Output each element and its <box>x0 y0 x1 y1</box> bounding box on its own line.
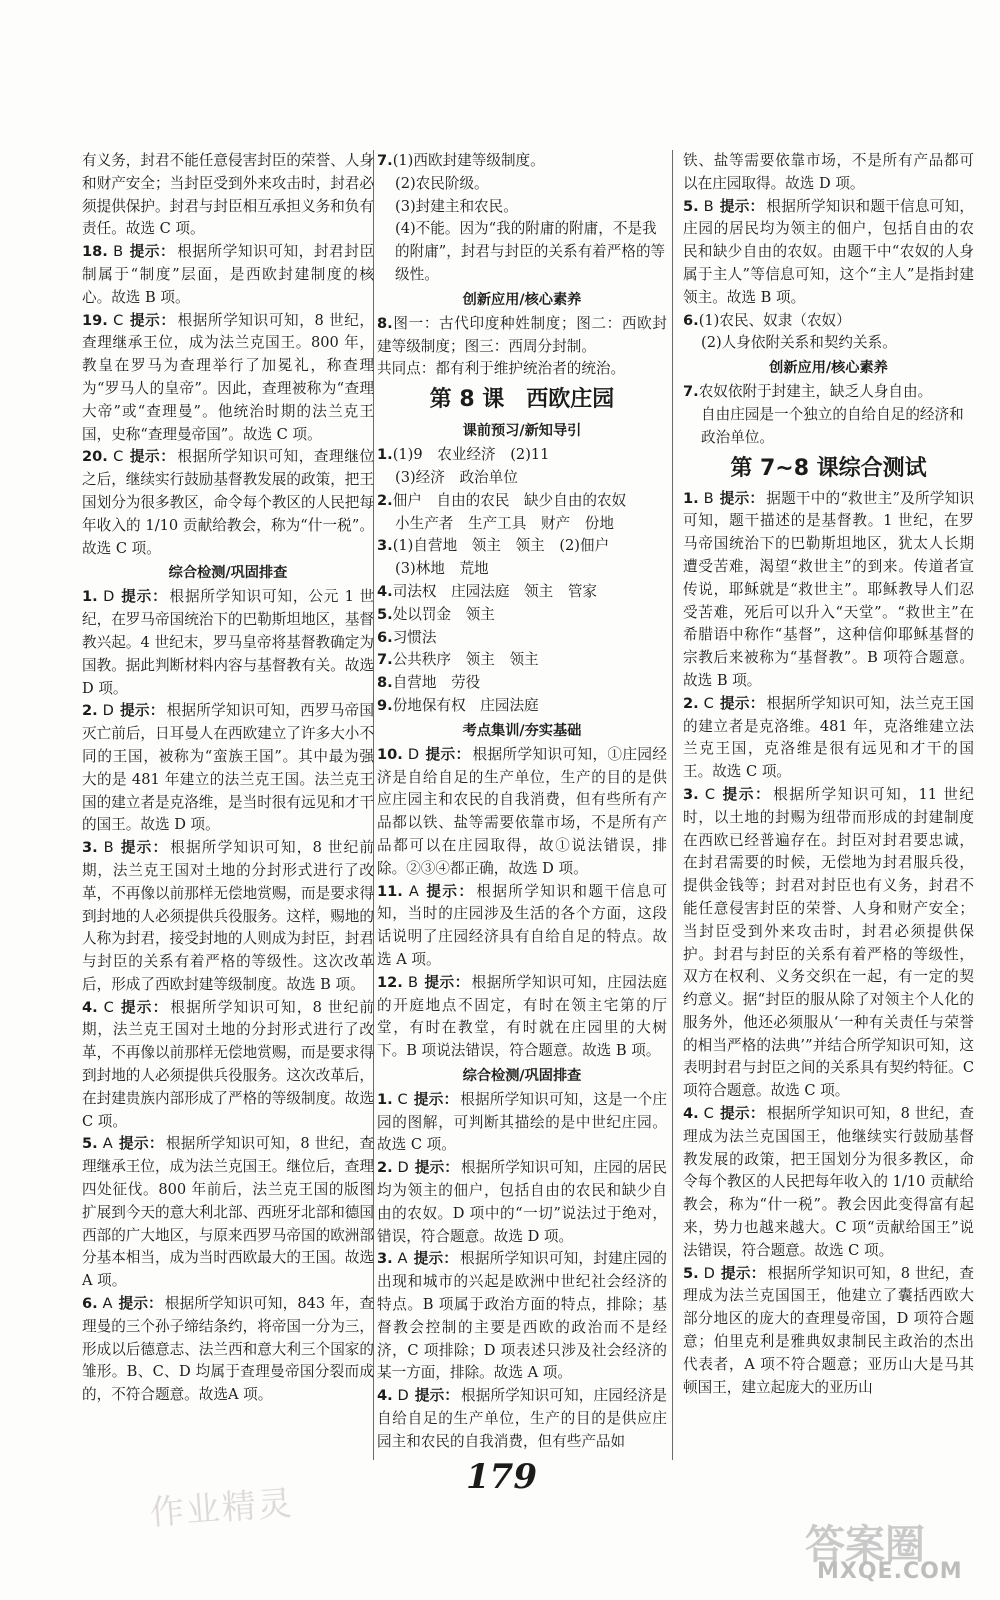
left-column <box>82 150 374 1407</box>
answer-text: 根据所学知识可知，8 世纪前期，法兰克王国对土地的分封形式进行了改革，不再像以前那样无偿地赏赐，而是要求得到封地的人必须提供兵役服务。这次改革后，在封建贵族内部形成了严格的等级制度。故选 C 项。 <box>82 998 374 1130</box>
question-number: 5. <box>683 197 699 215</box>
answer-item <box>683 693 974 784</box>
answer-line: 自由庄园是一个独立的自给自足的经济和政治单位。 <box>701 405 964 446</box>
answer-item <box>377 972 667 1063</box>
section-heading: 创新应用/核心素养 <box>769 360 888 377</box>
answer-choice: D <box>407 745 420 763</box>
answer-item <box>377 313 667 359</box>
watermark-url: MXQE.COM <box>817 1559 963 1584</box>
answer-item <box>683 1103 974 1263</box>
question-number: 2. <box>683 694 699 712</box>
answer-choice: D <box>397 1159 409 1177</box>
answer-item <box>683 488 974 693</box>
answer-text: 处以罚金 领主 <box>392 605 495 623</box>
question-number: 3. <box>82 839 98 857</box>
answer-text: 根据所学知识可知，庄园的居民均为领主的佃户，包括自由的农民和缺少自由的农奴。D 项中的“一切”说法过于绝对，错误，符合题意。故选 D 项。 <box>377 1159 667 1245</box>
hint-label: 提示： <box>721 785 772 803</box>
answer-choice: B <box>703 489 714 507</box>
right-column <box>683 150 974 1399</box>
hint-label: 提示： <box>719 197 765 215</box>
question-number: 4. <box>377 1387 393 1405</box>
question-number: 12. <box>377 973 403 991</box>
question-number: 1. <box>82 588 98 606</box>
question-number: 1. <box>377 446 393 464</box>
hint-label: 提示： <box>424 882 475 900</box>
answer-choice: B <box>113 243 124 261</box>
hint-label: 提示： <box>719 1105 765 1123</box>
answer-item <box>82 700 374 837</box>
hint-label: 提示： <box>423 973 470 991</box>
question-number: 9. <box>377 696 393 714</box>
question-number: 3. <box>377 1250 393 1268</box>
answer-item <box>377 604 667 627</box>
answer-text: 份地保有权 庄园法庭 <box>392 696 539 714</box>
answer-text: 根据所学知识可知，这是一个庄园的图解，可判断其描绘的是中世纪庄园。故选 C 项。 <box>377 1090 667 1154</box>
answer-item <box>377 672 667 695</box>
answer-choice: C <box>704 785 716 803</box>
answer-choice: C <box>703 1105 714 1123</box>
answer-text: 习惯法 <box>392 628 437 646</box>
answer-item <box>377 581 667 604</box>
hint-label: 提示： <box>414 1159 460 1177</box>
answer-text: 根据所学知识和题干信息可知，当时的庄园涉及生活的各个方面，这段话说明了庄园经济具有自给自足的特点。故选 A 项。 <box>377 882 667 968</box>
middle-column <box>377 150 667 1454</box>
answer-item <box>82 837 374 997</box>
answer-item <box>683 381 974 404</box>
answer-item <box>683 784 974 1103</box>
answer-item <box>377 1248 667 1385</box>
hint-label: 提示： <box>413 1090 459 1108</box>
answer-item <box>377 881 667 972</box>
answer-item <box>683 310 974 333</box>
answer-text: 佃户 自由的农民 缺少自由的农奴 <box>392 491 627 509</box>
section-heading: 综合检测/巩固排查 <box>462 1067 582 1084</box>
answer-line: (3)经济 政治单位 <box>395 468 518 486</box>
hint-label: 提示： <box>120 588 168 606</box>
lesson-title: 第 8 课 西欧庄园 <box>429 387 615 413</box>
question-number: 20. <box>82 448 108 466</box>
question-number: 6. <box>377 628 393 646</box>
answer-text: 据题干中的“救世主”及所学知识可知，题干描述的是基督教。1 世纪，在罗马帝国统治下的巴勒斯坦地区，犹太人长期遭受苦难，渴望“救世主”的到来。传道者宣传说，耶稣就是“救世主”。耶稣教导人们忍受苦难，死后可以升入“天堂”。“救世主”在希腊语中称作“基督”，这种信仰耶稣基督的宗教后来被称为“基督教”。B 项符合题意。故选 B 项。 <box>683 489 974 689</box>
answer-choice: C <box>397 1090 408 1108</box>
answer-item <box>683 196 974 310</box>
answer-text: 根据所学知识可知，法兰克王国的建立者是克洛维。481 年，克洛维建立法兰克王国，克洛维是很有远见和才干的国王。故选 C 项。 <box>683 694 974 781</box>
question-number: 2. <box>377 491 393 509</box>
lesson-title: 第 7~8 课综合测试 <box>730 455 927 481</box>
answer-item <box>377 1385 667 1453</box>
answer-line: (3)林地 荒地 <box>395 560 489 578</box>
answer-text: 公共秩序 领主 领主 <box>392 651 539 669</box>
answer-choice: D <box>397 1387 409 1405</box>
answer-line: (4)不能。因为“我的附庸的附庸，不是我的附庸”，封君与封臣的关系有着严格的等级性。 <box>395 220 666 283</box>
answer-text: 根据所学知识可知，西罗马帝国灭亡前后，日耳曼人在西欧建立了许多大小不同的王国，被称为“蛮族王国”。其中最为强大的是 481 年建立的法兰克王国。法兰克王国的建立者是克洛维，是当时很有远见和才干的国王。故选 D 项。 <box>82 702 374 834</box>
answer-text: 根据所学知识可知，8 世纪，查理继承王位，成为法兰克国王。800 年，教皇在罗马为查理举行了加冕礼，称查理为“罗马人的皇帝”。因此，查理被称为“查理大帝”或“查理曼”。他统治时期的法兰克王国，史称“查理曼帝国”。故选 C 项。 <box>82 311 374 443</box>
page-number: 179 <box>466 1457 537 1497</box>
answer-item <box>683 1263 974 1400</box>
answer-item <box>377 150 667 173</box>
answer-choice: C <box>703 694 714 712</box>
answer-text: 根据所学知识可知，公元 1 世纪，在罗马帝国统治下的巴勒斯坦地区，基督教兴起。4 世纪末，罗马皇帝将基督教确定为国教。据此判断材料内容与基督教有关。故选 D 项。 <box>82 588 374 697</box>
question-number: 4. <box>683 1105 699 1123</box>
answer-choice: A <box>397 1250 408 1268</box>
answer-item <box>377 490 667 513</box>
question-number: 6. <box>82 1295 98 1313</box>
answer-item <box>377 695 667 718</box>
answer-choice: C <box>113 311 124 329</box>
answer-text: 根据所学知识可知，8 世纪，查理继承王位，成为法兰克国王。继位后，查理四处征伐。800 年前后，法兰克王国的版图扩展到今天的意大利北部、西班牙北部和德国西部的广大地区，与原来西罗马帝国的欧洲部分基本相当，成为当时西欧最大的王国。故选 A 项。 <box>82 1135 374 1290</box>
answer-text: 根据所学知识可知，庄园经济是自给自足的生产单位，生产的目的是供应庄园主和农民的自我消费，但有些产品如 <box>377 1387 667 1450</box>
answer-choice: B <box>103 839 114 857</box>
hint-label: 提示： <box>119 702 165 720</box>
question-number: 4. <box>377 582 393 600</box>
hint-label: 提示： <box>720 1264 766 1282</box>
answer-choice: C <box>103 998 114 1016</box>
hint-label: 提示： <box>425 745 471 763</box>
answer-line: 小生产者 生产工具 财产 份地 <box>395 514 614 532</box>
answer-choice: C <box>113 448 124 466</box>
answer-item <box>82 310 374 447</box>
hint-label: 提示： <box>719 694 765 712</box>
answer-text: (1)西欧封建等级制度。 <box>392 152 545 169</box>
answer-text: 根据所学知识可知，8 世纪，查理成为法兰克国国王，他继续实行鼓励基督教发展的政策，把王国划分为很多教区，命令每个教区的人民把每年收入的 1/10 贡献给教会，称为“什一税”。教会因此变得富有起来，势力也越来越大。C 项“贡献给国王”说法错误，符合题意。故选 C 项。 <box>683 1105 974 1259</box>
answer-item <box>82 446 374 560</box>
question-number: 1. <box>683 489 699 507</box>
answer-text: 根据所学知识可知，①庄园经济是自给自足的生产单位，生产的目的是供应庄园主和农民的自我消费，但有些所有产品都以铁、盐等需要依靠市场，不是所有产品都可以在庄园取得，故①说法错误，排除。②③④都正确，故选 D 项。 <box>377 745 667 877</box>
section-heading: 综合检测/巩固排查 <box>168 565 288 582</box>
question-number: 2. <box>82 702 98 720</box>
hint-label: 提示： <box>129 448 176 466</box>
answer-choice: A <box>102 1135 113 1153</box>
answer-choice: B <box>703 197 714 215</box>
question-number: 3. <box>683 785 699 803</box>
question-number: 19. <box>82 311 108 329</box>
answer-choice: D <box>102 702 114 720</box>
hint-label: 提示： <box>129 243 176 261</box>
question-number: 8. <box>377 314 393 332</box>
answer-text: 根据所学知识可知，11 世纪时，以土地的封赐为纽带而形成的封建制度在西欧已经普遍存在。封臣对封君要忠诚，在封君需要的时候，无偿地为封君服兵役，提供金钱等；封君对封臣也有义务，封君不能任意侵害封臣的荣誉、人身和财产安全；当封臣受到外来攻击时，封君必须提供保护。封君与封臣的关系有着严格的等级性，双方在权利、义务交织在一起，有一定的契约意义。据“封臣的服从除了对领主个人化的服务外，他还必须服从‘一种有关责任与荣誉的相当严格的法典’”并结合所学知识可知，这表明封君与封臣之间的关系具有契约特征。C 项符合题意。故选 C 项。 <box>683 785 974 1100</box>
answer-item <box>377 444 667 467</box>
answer-line: (3)封建主和农民。 <box>395 197 518 215</box>
hint-label: 提示： <box>719 489 765 507</box>
answer-item <box>82 1133 374 1293</box>
answer-text: 根据所学知识可知，庄园法庭的开庭地点不固定，有时在领主宅第的厅堂，有时在教堂，有时就在庄园里的大树下。B 项说法错误，符合题意。故选 B 项。 <box>377 973 667 1060</box>
watermark-logo-text: 答案圈 <box>805 1522 925 1568</box>
answer-item <box>82 241 374 309</box>
answer-text: (1)9 农业经济 (2)11 <box>392 446 550 464</box>
question-number: 8. <box>377 674 393 692</box>
hint-label: 提示： <box>119 839 169 857</box>
hint-label: 提示： <box>119 998 169 1016</box>
answer-choice: A <box>408 882 419 900</box>
question-number: 2. <box>377 1159 393 1177</box>
question-number: 3. <box>377 537 393 555</box>
question-number: 5. <box>82 1135 98 1153</box>
answer-text: 根据所学知识可知，843 年，查理曼的三个孙子缔结条约，将帝国一分为三，形成以后德意志、法兰西和意大利三个国家的雏形。B、C、D 均属于查理曼帝国分裂而成的，不符合题意。故选A 项。 <box>82 1295 374 1404</box>
answer-item <box>82 997 374 1134</box>
answer-item <box>377 649 667 672</box>
answer-item <box>377 535 667 558</box>
question-number: 1. <box>377 1090 393 1108</box>
answer-text: 根据所学知识可知，8 世纪前期，法兰克王国对土地的分封形式进行了改革，不再像以前那样无偿地赏赐，而是要求得到封地的人必须提供兵役服务。这样，赐地的人称为封君，接受封地的人则成为封臣，封君与封臣的关系有着严格的等级性。这次改革后，形成了西欧封建等级制度。故选 B 项。 <box>82 839 374 993</box>
answer-line: (2)人身依附关系和契约关系。 <box>701 334 897 352</box>
question-number: 18. <box>82 243 108 261</box>
column-divider-right <box>672 150 673 1460</box>
answer-text: 根据所学知识可知，查理继位之后，继续实行鼓励基督教发展的政策，把王国划分为很多教区，命令每个教区的人民把每年收入的 1/10 贡献给教会，称为“什一税”。故选 C 项。 <box>82 448 374 557</box>
question-number: 7. <box>377 152 393 169</box>
question-number: 6. <box>683 311 699 329</box>
question-number: 7. <box>377 651 393 669</box>
hint-label: 提示： <box>129 311 176 329</box>
question-number: 11. <box>377 882 403 900</box>
question-number: 7. <box>683 383 699 401</box>
answer-line: (2)农民阶级。 <box>395 174 489 192</box>
question-number: 4. <box>82 998 98 1016</box>
answer-choice: A <box>102 1295 113 1313</box>
answer-choice: D <box>103 588 115 606</box>
hint-label: 提示： <box>118 1295 163 1313</box>
site-watermark <box>805 1513 990 1588</box>
answer-text: 根据所学知识可知，封建庄园的出现和城市的兴起是欧洲中世纪社会经济的特点。B 项属于政治方面的特点，排除；基督教会控制的主要是西欧的政治而不是经济，C 项排除；D 项表述只涉及社会经济的某一方面，排除。故选 A 项。 <box>377 1250 667 1382</box>
answer-text: 农奴依附于封建主，缺乏人身自由。 <box>698 383 933 401</box>
section-heading: 课前预习/新知导引 <box>462 423 582 440</box>
answer-text: 根据所学知识可知，8 世纪，查理成为法兰克国国王，他建立了囊括西欧大部分地区的庞大的查理曼帝国，D 项符合题意；伯里克利是雅典奴隶制民主政治的杰出代表者，A 项不符合题意；亚历山大是马其顿国王，建立起庞大的亚历山 <box>683 1264 974 1396</box>
section-heading: 考点集训/夯实基础 <box>462 722 582 739</box>
hint-label: 提示： <box>118 1135 164 1153</box>
answer-text: 司法权 庄园法庭 领主 管家 <box>392 582 598 600</box>
answer-item <box>82 586 374 700</box>
answer-continuation: 有义务，封君不能任意侵害封臣的荣誉、人身和财产安全；当封臣受到外来攻击时，封君必须提供保护。封君与封臣相互承担义务和负有责任。故选 C 项。 <box>82 152 374 238</box>
hint-label: 提示： <box>413 1250 459 1268</box>
answer-continuation: 铁、盐等需要依靠市场，不是所有产品都可以在庄园取得。故选 D 项。 <box>683 152 974 192</box>
stamp-watermark: 作业精灵 <box>148 1483 296 1534</box>
answer-text: 根据所学知识可知，封君封臣制属于“制度”层面，是西欧封建制度的核心。故选 B 项。 <box>82 243 374 306</box>
answer-item <box>377 744 667 881</box>
answer-item <box>377 1089 667 1157</box>
answer-text: 根据所学知识和题干信息可知，庄园的居民均为领主的佃户，包括自由的农民和缺少自由的农奴。由题干中“农奴的人身属于主人”等信息可知，这个“主人”是指封建领主。故选 B 项。 <box>683 197 974 306</box>
answer-item <box>377 627 667 650</box>
answer-text: (1)自营地 领主 领主 (2)佃户 <box>392 537 610 555</box>
answer-text: (1)农民、奴隶（农奴） <box>698 311 851 329</box>
answer-line: 共同点：都有利于维护统治者的统治。 <box>377 360 626 378</box>
answer-item <box>377 1157 667 1248</box>
answer-choice: B <box>407 973 418 991</box>
answer-item <box>82 1293 374 1407</box>
answer-text: 自营地 劳役 <box>392 674 481 692</box>
question-number: 5. <box>683 1264 699 1282</box>
question-number: 5. <box>377 605 393 623</box>
answer-text: 图一：古代印度种姓制度；图二：西欧封建等级制度；图三：西周分封制。 <box>377 314 667 355</box>
question-number: 10. <box>377 745 403 763</box>
answer-choice: D <box>703 1264 715 1282</box>
hint-label: 提示： <box>414 1387 460 1405</box>
section-heading: 创新应用/核心素养 <box>462 291 582 308</box>
